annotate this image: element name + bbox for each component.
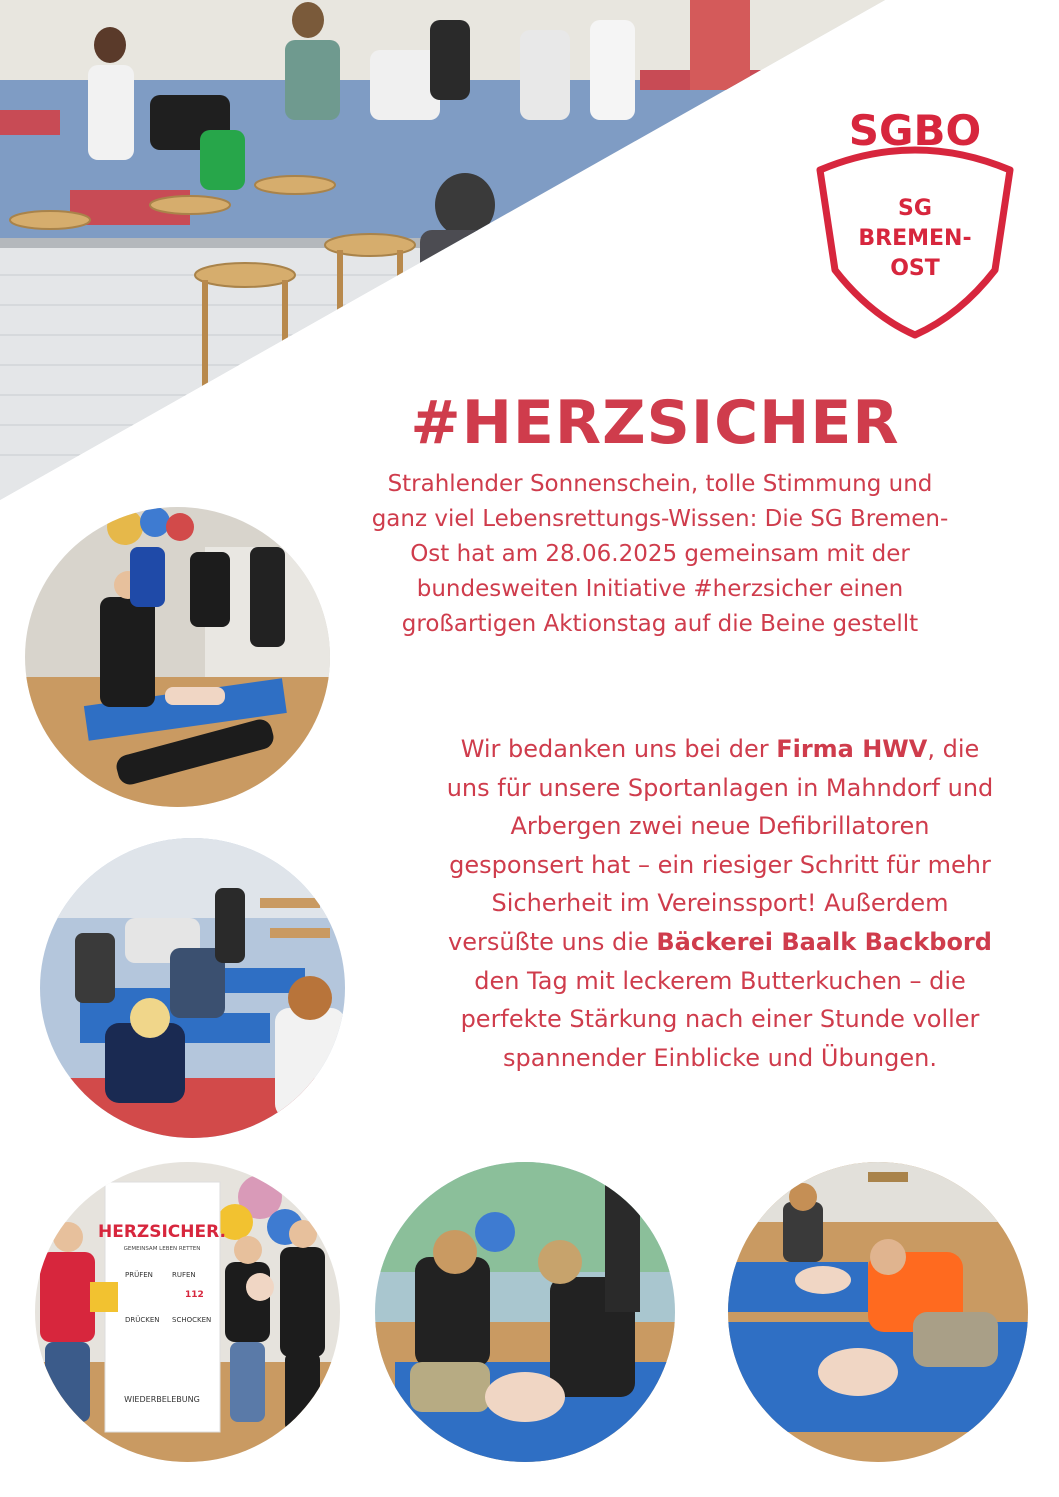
page-title: #HERZSICHER <box>410 388 900 458</box>
logo-line3: OST <box>890 256 940 281</box>
banner-step-3: DRÜCKEN <box>125 1316 160 1324</box>
banner-brand: HERZSICHER. <box>97 1222 227 1242</box>
photo-circle-5 <box>728 1162 1028 1462</box>
club-logo <box>810 100 1020 340</box>
intro-text: Strahlender Sonnenschein, tolle Stimmung und ganz viel Lebensrettungs-Wissen: Die SG Bremen-Ost hat am 28.06.2025 gemeinsam mit der bundesweiten Initiative #herzsicher einen großartigen Aktionstag auf die Beine gestellt <box>371 471 949 637</box>
thanks-part-3: den Tag mit leckerem Butterkuchen – die perfekte Stärkung nach einer Stunde voller spannender Einblicke und Übungen. <box>460 966 980 1072</box>
photo-circle-1 <box>25 507 330 807</box>
thanks-part-1: Wir bedanken uns bei der <box>460 735 777 763</box>
sponsor-baalk: Bäckerei Baalk Backbord <box>656 927 992 956</box>
banner-footer: WIEDERBELEBUNG <box>124 1395 200 1404</box>
banner-step-1: PRÜFEN <box>125 1271 153 1279</box>
thanks-text <box>440 730 1000 1077</box>
banner-step-2: RUFEN <box>172 1271 196 1279</box>
banner-tagline: GEMEINSAM LEBEN RETTEN <box>123 1246 201 1252</box>
banner-step-4: SCHOCKEN <box>172 1316 212 1324</box>
sponsor-hwv: Firma HWV <box>776 735 928 763</box>
thanks-part-2: , die uns für unsere Sportanlagen in Mahndorf und Arbergen zwei neue Defibrillatoren gesponsert hat – ein riesiger Schritt für mehr Sicherheit im Vereinssport! Außerdem versüßte uns die <box>446 735 994 956</box>
photo-circle-3 <box>35 1162 340 1462</box>
photo-circle-4 <box>375 1162 675 1462</box>
logo-line2: BREMEN- <box>858 226 972 251</box>
logo-brand: SGBO <box>848 106 982 155</box>
banner-number: 112 <box>185 1290 204 1300</box>
logo-line1: SG <box>898 196 932 221</box>
photo-circle-2 <box>40 838 345 1138</box>
